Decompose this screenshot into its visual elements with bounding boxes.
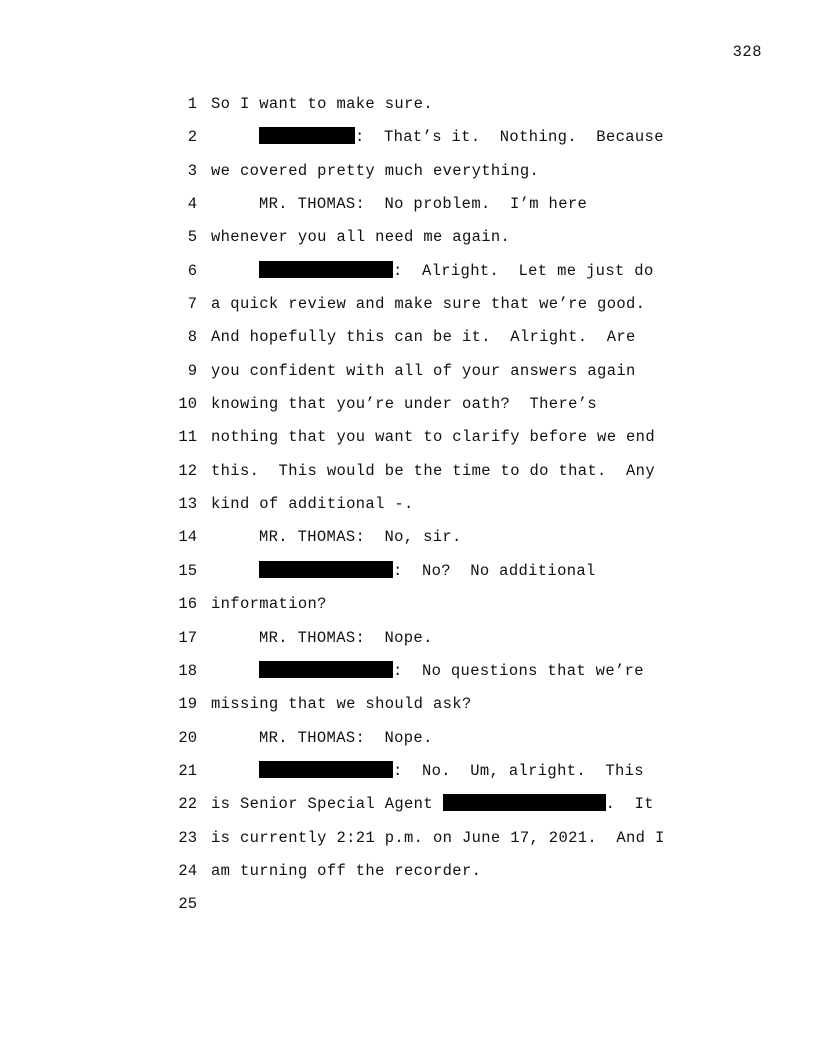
line-text: [211, 792, 654, 816]
line-text-content: this. This would be the time to do that. Any: [211, 461, 655, 480]
line-number: 5: [187, 228, 197, 247]
line-number: 18: [178, 661, 197, 680]
line-number: 1: [187, 95, 197, 113]
line-number: 13: [178, 495, 197, 514]
line-text-content: a quick review and make sure that we’re good.: [211, 295, 646, 314]
line-number: 19: [178, 695, 197, 714]
line-text: [211, 359, 636, 383]
line-number: 12: [178, 461, 197, 480]
line-text: [211, 559, 596, 583]
transcript-line: [0, 792, 816, 825]
transcript-line: [0, 859, 816, 892]
line-text-content: missing that we should ask?: [211, 695, 472, 714]
line-text-content: : No? No additional: [393, 561, 596, 580]
redaction-bar: [259, 561, 393, 578]
line-text-content: whenever you all need me again.: [211, 228, 511, 247]
line-number: 23: [178, 828, 197, 847]
line-text: [211, 525, 462, 549]
line-text-content: nothing that you want to clarify before we end: [211, 428, 655, 447]
transcript-line: [0, 726, 816, 759]
transcript-line: [0, 292, 816, 325]
line-text-content: information?: [211, 595, 327, 614]
line-text-content: we covered pretty much everything.: [211, 161, 540, 180]
line-text-content: : No. Um, alright. This: [393, 761, 644, 780]
line-text-content: . It: [605, 795, 654, 814]
redaction-bar: [259, 761, 393, 778]
line-text-content: MR. THOMAS: Nope.: [259, 728, 433, 747]
transcript-line: [0, 259, 816, 292]
line-text: [211, 225, 510, 249]
transcript-line: [0, 592, 816, 625]
line-text: [211, 259, 654, 283]
line-text: [211, 826, 665, 850]
transcript-line: [0, 125, 816, 158]
transcript-line: [0, 159, 816, 192]
line-text: [211, 859, 481, 883]
line-number: 16: [178, 595, 197, 614]
line-number: 7: [187, 295, 197, 314]
line-text: [211, 626, 433, 650]
line-text: [211, 125, 664, 149]
line-number: 22: [178, 795, 197, 814]
line-number: 9: [187, 361, 197, 380]
redaction-bar: [259, 661, 393, 678]
line-number: 6: [187, 261, 197, 280]
redaction-bar: [259, 261, 393, 278]
line-text: [211, 692, 472, 716]
line-number: 15: [178, 561, 197, 580]
line-text: [211, 659, 644, 683]
transcript-line: [0, 759, 816, 792]
line-text: [211, 92, 433, 116]
line-text-content: kind of additional -.: [211, 495, 414, 514]
transcript-line: [0, 392, 816, 425]
transcript-line: [0, 325, 816, 358]
line-number: 14: [178, 528, 197, 547]
page-number: 328: [732, 43, 762, 61]
line-text-content: MR. THOMAS: No, sir.: [259, 528, 462, 547]
line-text: [211, 392, 597, 416]
line-text: [211, 192, 587, 216]
line-text: [211, 592, 327, 616]
line-text: [211, 292, 645, 316]
line-number: 3: [187, 161, 197, 180]
line-number: 2: [187, 128, 197, 147]
transcript-line: [0, 892, 816, 925]
transcript-line: [0, 626, 816, 659]
line-text-content: MR. THOMAS: No problem. I’m here: [259, 195, 588, 214]
line-text: [211, 425, 655, 449]
line-number: 21: [178, 761, 197, 780]
line-number: 10: [178, 395, 197, 414]
line-number: 25: [178, 895, 197, 914]
line-text-content: is currently 2:21 p.m. on June 17, 2021. And I: [211, 828, 665, 847]
transcript-line: [0, 826, 816, 859]
line-text: [211, 325, 636, 349]
transcript-line: [0, 692, 816, 725]
line-text-content: : Alright. Let me just do: [393, 261, 654, 280]
transcript-body: [0, 92, 816, 926]
line-text-content: And hopefully this can be it. Alright. Are: [211, 328, 636, 347]
line-text-content: you confident with all of your answers again: [211, 361, 636, 380]
transcript-line: [0, 92, 816, 125]
transcript-line: [0, 559, 816, 592]
line-number: 20: [178, 728, 197, 747]
line-text-content: : That’s it. Nothing. Because: [355, 128, 664, 147]
transcript-line: [0, 459, 816, 492]
line-text-content: : No questions that we’re: [393, 661, 644, 680]
redaction-bar: [443, 794, 606, 811]
line-number: 8: [187, 328, 197, 347]
redaction-bar: [259, 127, 355, 144]
transcript-line: [0, 492, 816, 525]
line-text: [211, 459, 655, 483]
transcript-line: [0, 359, 816, 392]
transcript-line: [0, 192, 816, 225]
line-text-content: knowing that you’re under oath? There’s: [211, 395, 598, 414]
line-number: 4: [187, 195, 197, 214]
line-number: 17: [178, 628, 197, 647]
transcript-line: [0, 225, 816, 258]
line-number: 11: [178, 428, 197, 447]
transcript-line: [0, 659, 816, 692]
line-text-content: MR. THOMAS: Nope.: [259, 628, 433, 647]
line-text: [211, 726, 433, 750]
line-text-pre: is Senior Special Agent: [211, 795, 443, 814]
transcript-line: [0, 525, 816, 558]
line-text: [211, 759, 644, 783]
transcript-line: [0, 425, 816, 458]
line-text: [211, 159, 539, 183]
line-text: [211, 492, 414, 516]
line-text-content: am turning off the recorder.: [211, 861, 482, 880]
line-number: 24: [178, 861, 197, 880]
line-text-content: So I want to make sure.: [211, 95, 433, 113]
